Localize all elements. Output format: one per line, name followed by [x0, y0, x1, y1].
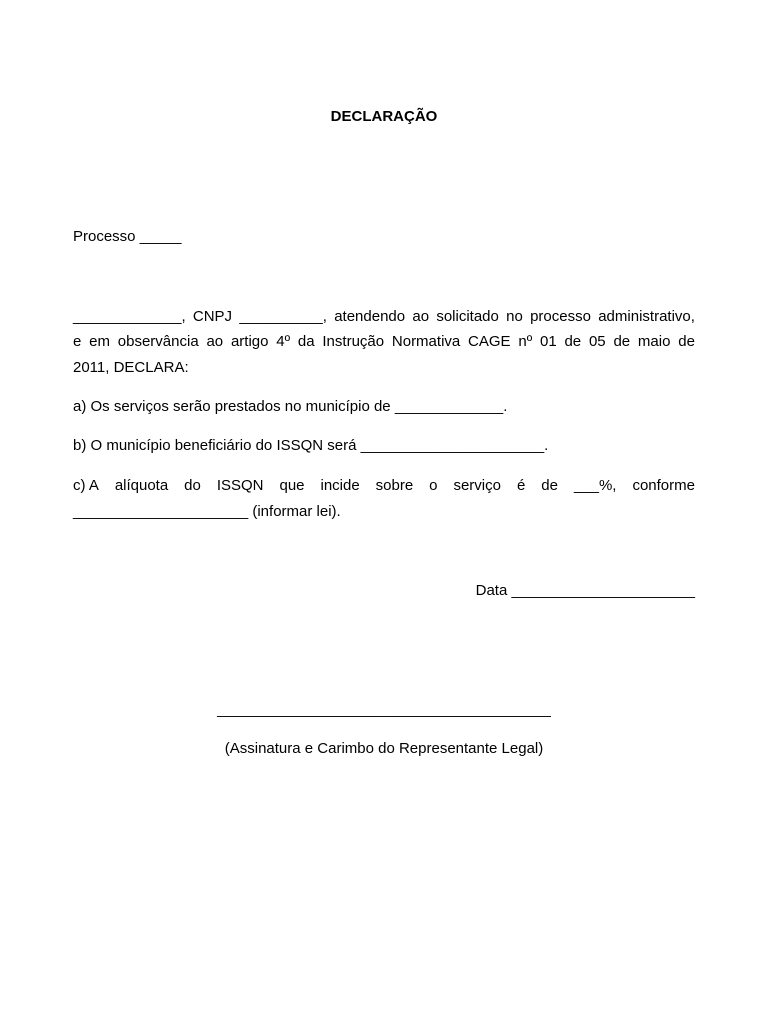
item-c-line-1-word: conforme [632, 477, 695, 494]
item-c-line-1-word: ISSQN [216, 477, 264, 494]
paragraph-line-1-word: processo [530, 308, 591, 325]
paragraph-line-1-word: no [506, 308, 523, 325]
paragraph-line-2-word: CAGE [468, 333, 511, 350]
signature-line: ________________________________________ [217, 701, 551, 718]
paragraph-line-2 [73, 333, 695, 350]
paragraph-line-1-word: atendendo [334, 308, 406, 325]
process-number-line: Processo _____ [73, 228, 182, 245]
paragraph-line-2-word: Instrução [322, 333, 385, 350]
item-c-line-1 [73, 477, 695, 494]
paragraph-line-2-word: e [73, 333, 82, 350]
paragraph-line-2-word: observância [117, 333, 199, 350]
paragraph-line-2-word: Normativa [391, 333, 461, 350]
item-c-line-1-word: de [541, 477, 558, 494]
item-a-services-municipality: a) Os serviços serão prestados no município de _____________. [73, 398, 508, 415]
paragraph-line-2-word: maio [637, 333, 671, 350]
paragraph-line-1-words [73, 308, 695, 325]
item-c-line-1-word: que [279, 477, 305, 494]
item-c-line-1-word: do [184, 477, 201, 494]
item-c-line-1-word: o [429, 477, 438, 494]
signature-caption: (Assinatura e Carimbo do Representante Legal) [224, 740, 544, 757]
paragraph-line-2-word: nº [518, 333, 533, 350]
paragraph-line-2-word: 05 [588, 333, 606, 350]
paragraph-line-1-word: CNPJ [192, 308, 233, 325]
paragraph-line-1-word: administrativo, [598, 308, 695, 325]
item-c-line-1-word: alíquota [114, 477, 169, 494]
item-c-line-1-word: c) A [73, 477, 99, 494]
paragraph-line-3: 2011, DECLARA: [73, 359, 189, 376]
paragraph-line-2-word: de [613, 333, 631, 350]
item-c-line-1-word: serviço [453, 477, 501, 494]
paragraph-line-2-word: em [89, 333, 110, 350]
paragraph-line-2-word: de [678, 333, 695, 350]
paragraph-line-1-word: __________, [239, 308, 327, 325]
paragraph-line-2-word: 4º [276, 333, 291, 350]
item-b-beneficiary-municipality: b) O município beneficiário do ISSQN será ______________________. [73, 437, 549, 454]
item-c-line-1-word: incide [320, 477, 360, 494]
paragraph-line-1 [73, 308, 695, 325]
item-c-line-1-words [73, 477, 695, 494]
paragraph-line-2-word: artigo [230, 333, 269, 350]
paragraph-line-2-word: 01 [539, 333, 557, 350]
paragraph-line-2-word: ao [206, 333, 224, 350]
document-title: DECLARAÇÃO [330, 108, 438, 125]
item-c-line-1-word: sobre [375, 477, 414, 494]
item-c-line-1-word: é [516, 477, 526, 494]
paragraph-line-2-word: de [564, 333, 582, 350]
item-c-line-2: _____________________ (informar lei). [73, 503, 341, 520]
paragraph-line-2-words [73, 333, 695, 350]
item-c-line-1-word: ___%, [573, 477, 617, 494]
date-line: Data ______________________ [475, 582, 695, 599]
paragraph-line-2-word: da [297, 333, 315, 350]
paragraph-line-1-word: _____________, [73, 308, 186, 325]
paragraph-line-1-word: solicitado [436, 308, 499, 325]
paragraph-line-1-word: ao [412, 308, 430, 325]
